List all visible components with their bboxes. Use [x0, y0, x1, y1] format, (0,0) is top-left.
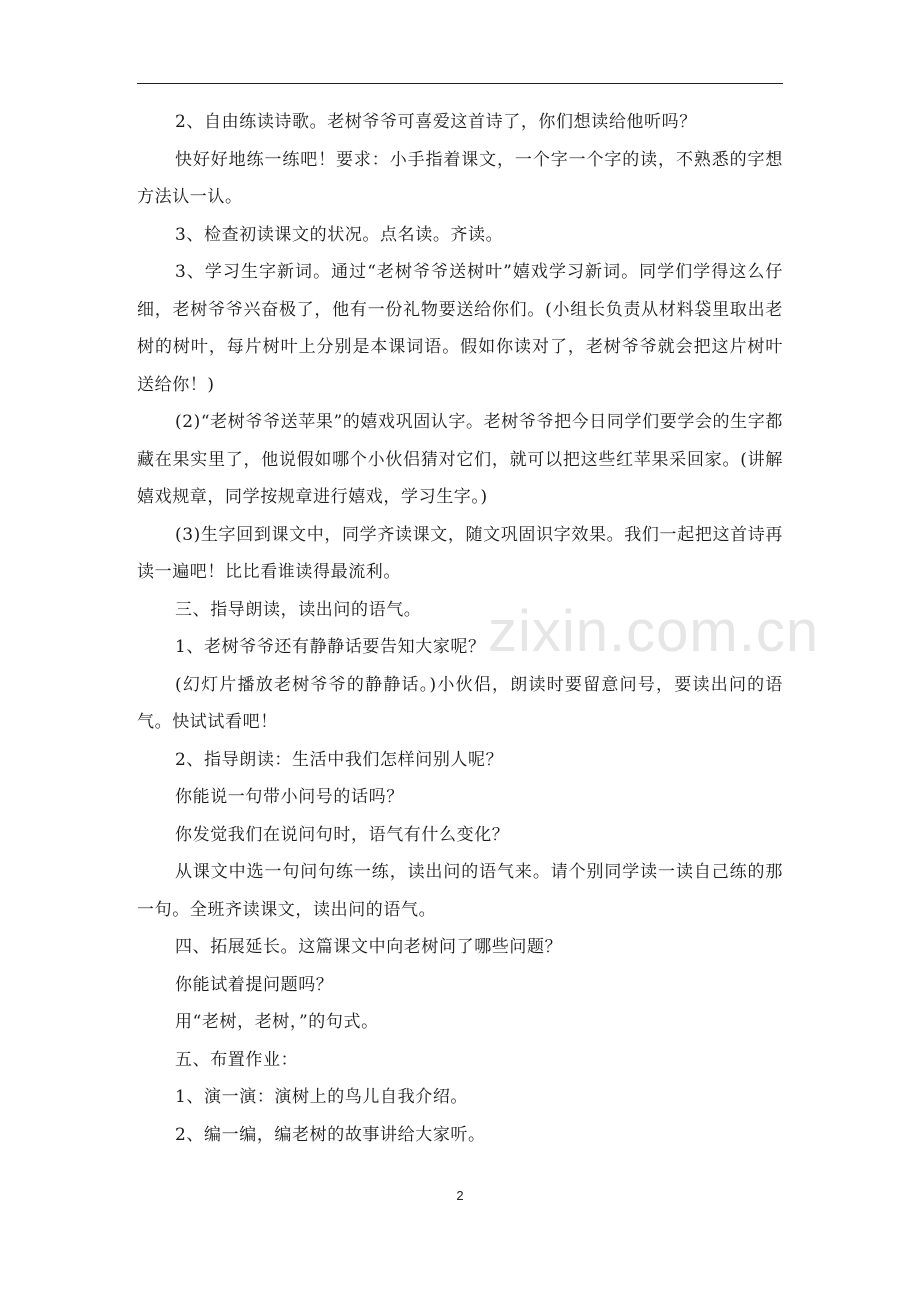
page-number: 2 — [456, 1188, 464, 1203]
paragraph: 2、自由练读诗歌。老树爷爷可喜爱这首诗了，你们想读给他听吗？ — [175, 112, 697, 132]
paragraph: 你能说一句带小问号的话吗？ — [175, 787, 404, 807]
paragraph: 3、检查初读课文的状况。点名读。齐读。 — [175, 224, 504, 245]
paragraph: 快好好地练一练吧！要求：小手指着课文，一个字一个字的读，不熟悉的字想方法认一认。 — [137, 149, 783, 207]
paragraph: 四、拓展延长。这篇课文中向老树问了哪些问题？ — [175, 937, 563, 957]
document-body — [137, 104, 783, 1154]
header-rule — [137, 83, 783, 84]
paragraph: 1、演一演：演树上的鸟儿自我介绍。 — [175, 1087, 469, 1107]
paragraph: 从课文中选一句问句练一练，读出问的语气来。请个别同学读一读自己练的那一句。全班齐读课文，读出问的语气。 — [137, 862, 783, 920]
paragraph: 用“老树，老树，”的句式。 — [175, 1012, 379, 1032]
paragraph: 五、布置作业： — [175, 1049, 299, 1070]
paragraph: 3、学习生字新词。通过“老树爷爷送树叶”嬉戏学习新词。同学们学得这么仔细，老树爷爷兴奋极了，他有一份礼物要送给你们。(小组长负责从材料袋里取出老树的树叶，每片树叶上分别是本课词语。假如你读对了，老树爷爷就会把这片树叶送给你！) — [137, 262, 783, 395]
paragraph: 三、指导朗读，读出问的语气。 — [175, 599, 422, 620]
paragraph: (2)“老树爷爷送苹果”的嬉戏巩固认字。老树爷爷把今日同学们要学会的生字都藏在果实里了，他说假如哪个小伙侣猜对它们，就可以把这些红苹果采回家。(讲解嬉戏规章，同学按规章进行嬉戏，学习生字。) — [137, 412, 783, 507]
paragraph: (幻灯片播放老树爷爷的静静话。)小伙侣，朗读时要留意问号，要读出问的语气。快试试看吧！ — [137, 674, 783, 732]
paragraph: 2、指导朗读：生活中我们怎样问别人呢？ — [175, 749, 504, 770]
paragraph: 2、编一编，编老树的故事讲给大家听。 — [175, 1124, 486, 1145]
watermark: zixin.com.cn — [488, 599, 820, 664]
paragraph: 你发觉我们在说问句时，语气有什么变化？ — [175, 824, 510, 845]
paragraph: (3)生字回到课文中，同学齐读课文，随文巩固识字效果。我们一起把这首诗再读一遍吧！比比看谁读得最流利。 — [137, 524, 783, 582]
paragraph: 1、老树爷爷还有静静话要告知大家呢？ — [175, 637, 486, 657]
paragraph: 你能试着提问题吗？ — [175, 974, 334, 995]
